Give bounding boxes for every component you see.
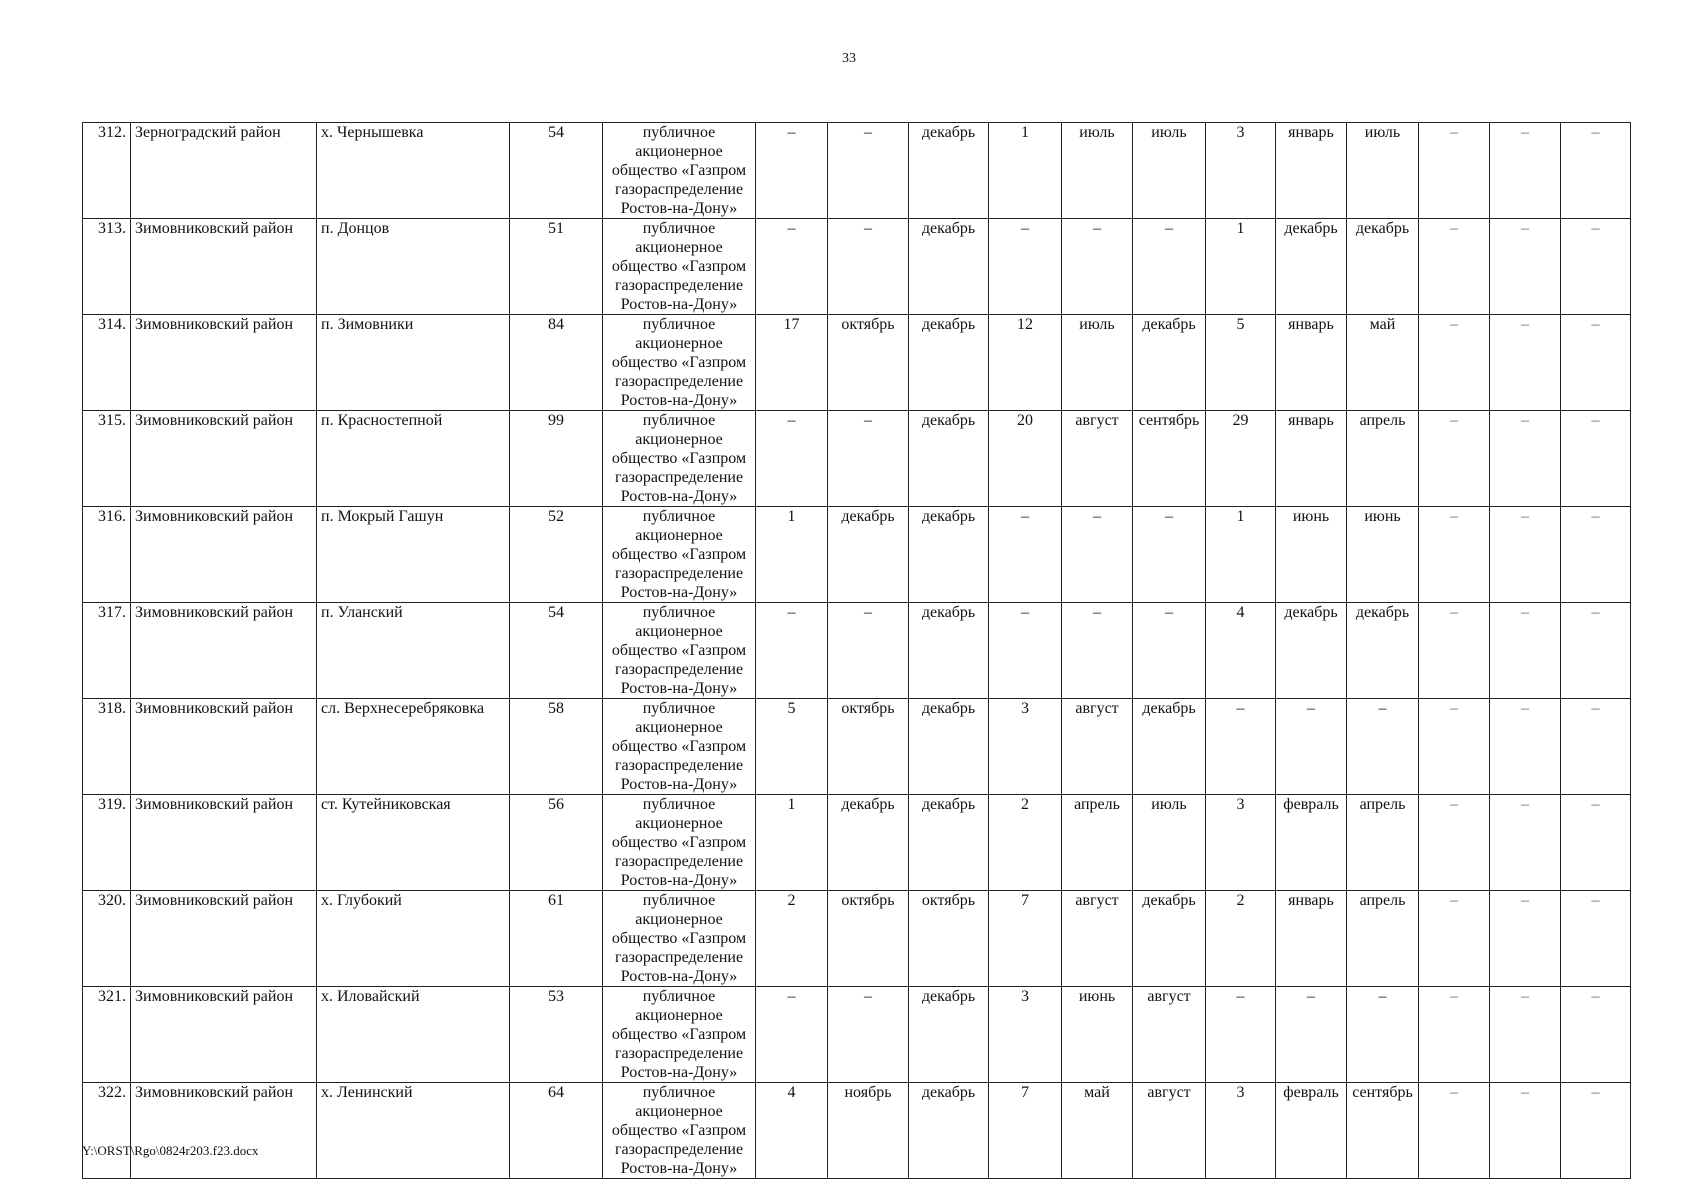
cell-month-b-end: август <box>1133 1083 1206 1179</box>
cell-count-a: 1 <box>756 507 828 603</box>
cell-value-e: – <box>1490 411 1561 507</box>
table-row <box>83 219 1631 315</box>
cell-value-d: – <box>1419 987 1490 1083</box>
cell-count-b: 2 <box>989 795 1062 891</box>
cell-quantity: 64 <box>510 1083 603 1179</box>
cell-month-c-start: – <box>1276 699 1347 795</box>
cell-settlement: х. Иловайский <box>317 987 510 1083</box>
cell-month-a-start: октябрь <box>828 699 909 795</box>
cell-district: Зимовниковский район <box>131 987 317 1083</box>
cell-month-a-start: – <box>828 411 909 507</box>
cell-row-number: 315. <box>83 411 131 507</box>
cell-value-e: – <box>1490 891 1561 987</box>
cell-month-a-start: – <box>828 123 909 219</box>
cell-count-a: – <box>756 219 828 315</box>
cell-value-d: – <box>1419 411 1490 507</box>
cell-month-b-end: июль <box>1133 123 1206 219</box>
table-row <box>83 603 1631 699</box>
cell-district: Зимовниковский район <box>131 795 317 891</box>
cell-count-c: – <box>1206 987 1276 1083</box>
cell-month-c-end: декабрь <box>1347 219 1419 315</box>
cell-value-d: – <box>1419 123 1490 219</box>
cell-count-b: 3 <box>989 987 1062 1083</box>
cell-value-f: – <box>1561 1083 1631 1179</box>
cell-count-c: 2 <box>1206 891 1276 987</box>
cell-count-b: 12 <box>989 315 1062 411</box>
cell-month-c-end: – <box>1347 987 1419 1083</box>
cell-organization: публичное акционерное общество «Газпром газораспределение Ростов-на-Дону» <box>603 411 756 507</box>
cell-count-b: 7 <box>989 891 1062 987</box>
cell-value-e: – <box>1490 795 1561 891</box>
cell-month-b-start: июль <box>1062 315 1133 411</box>
cell-organization: публичное акционерное общество «Газпром газораспределение Ростов-на-Дону» <box>603 891 756 987</box>
cell-district: Зимовниковский район <box>131 219 317 315</box>
cell-count-c: – <box>1206 699 1276 795</box>
cell-settlement: п. Зимовники <box>317 315 510 411</box>
cell-count-b: – <box>989 507 1062 603</box>
cell-month-b-end: декабрь <box>1133 315 1206 411</box>
cell-count-b: – <box>989 603 1062 699</box>
cell-quantity: 54 <box>510 603 603 699</box>
cell-month-a-end: декабрь <box>909 1083 989 1179</box>
cell-month-a-end: декабрь <box>909 603 989 699</box>
table-row <box>83 315 1631 411</box>
cell-count-b: – <box>989 219 1062 315</box>
cell-month-a-end: декабрь <box>909 795 989 891</box>
cell-count-c: 3 <box>1206 123 1276 219</box>
cell-count-a: 17 <box>756 315 828 411</box>
cell-organization: публичное акционерное общество «Газпром газораспределение Ростов-на-Дону» <box>603 699 756 795</box>
cell-month-c-end: декабрь <box>1347 603 1419 699</box>
cell-value-f: – <box>1561 987 1631 1083</box>
cell-row-number: 314. <box>83 315 131 411</box>
cell-month-c-start: декабрь <box>1276 219 1347 315</box>
cell-row-number: 316. <box>83 507 131 603</box>
table-row <box>83 699 1631 795</box>
cell-quantity: 53 <box>510 987 603 1083</box>
cell-settlement: п. Мокрый Гашун <box>317 507 510 603</box>
cell-month-a-start: декабрь <box>828 507 909 603</box>
cell-value-d: – <box>1419 699 1490 795</box>
cell-month-b-start: август <box>1062 891 1133 987</box>
cell-count-b: 20 <box>989 411 1062 507</box>
cell-district: Зимовниковский район <box>131 315 317 411</box>
cell-value-d: – <box>1419 1083 1490 1179</box>
cell-count-c: 1 <box>1206 219 1276 315</box>
cell-month-c-start: декабрь <box>1276 603 1347 699</box>
cell-value-f: – <box>1561 891 1631 987</box>
cell-organization: публичное акционерное общество «Газпром газораспределение Ростов-на-Дону» <box>603 987 756 1083</box>
file-path-footer: Y:\ORST\Rgo\0824r203.f23.docx <box>82 1143 259 1158</box>
cell-count-b: 1 <box>989 123 1062 219</box>
table-row <box>83 123 1631 219</box>
cell-month-a-start: декабрь <box>828 795 909 891</box>
cell-month-c-end: июнь <box>1347 507 1419 603</box>
cell-month-c-end: апрель <box>1347 411 1419 507</box>
cell-value-d: – <box>1419 603 1490 699</box>
cell-value-f: – <box>1561 123 1631 219</box>
cell-district: Зимовниковский район <box>131 603 317 699</box>
cell-value-f: – <box>1561 411 1631 507</box>
cell-count-a: 4 <box>756 1083 828 1179</box>
cell-district: Зерноградский район <box>131 123 317 219</box>
cell-month-a-start: октябрь <box>828 315 909 411</box>
cell-value-e: – <box>1490 123 1561 219</box>
cell-settlement: ст. Кутейниковская <box>317 795 510 891</box>
cell-value-d: – <box>1419 507 1490 603</box>
cell-month-c-start: июнь <box>1276 507 1347 603</box>
table-row <box>83 987 1631 1083</box>
cell-month-a-end: декабрь <box>909 123 989 219</box>
cell-month-a-start: – <box>828 219 909 315</box>
cell-month-b-start: май <box>1062 1083 1133 1179</box>
cell-count-b: 7 <box>989 1083 1062 1179</box>
cell-value-f: – <box>1561 315 1631 411</box>
cell-month-c-start: январь <box>1276 315 1347 411</box>
cell-month-a-start: ноябрь <box>828 1083 909 1179</box>
cell-month-a-end: декабрь <box>909 219 989 315</box>
cell-value-e: – <box>1490 699 1561 795</box>
table-row <box>83 507 1631 603</box>
cell-month-a-start: октябрь <box>828 891 909 987</box>
table-row <box>83 795 1631 891</box>
cell-month-b-start: – <box>1062 507 1133 603</box>
cell-organization: публичное акционерное общество «Газпром газораспределение Ростов-на-Дону» <box>603 315 756 411</box>
cell-month-b-start: июнь <box>1062 987 1133 1083</box>
cell-month-a-end: октябрь <box>909 891 989 987</box>
cell-count-a: – <box>756 603 828 699</box>
cell-month-b-end: – <box>1133 507 1206 603</box>
cell-month-b-end: – <box>1133 603 1206 699</box>
cell-month-b-start: август <box>1062 699 1133 795</box>
cell-quantity: 51 <box>510 219 603 315</box>
cell-quantity: 58 <box>510 699 603 795</box>
cell-value-e: – <box>1490 219 1561 315</box>
cell-month-c-end: апрель <box>1347 891 1419 987</box>
cell-count-a: – <box>756 411 828 507</box>
cell-value-f: – <box>1561 699 1631 795</box>
cell-month-b-end: август <box>1133 987 1206 1083</box>
cell-month-b-start: апрель <box>1062 795 1133 891</box>
cell-district: Зимовниковский район <box>131 891 317 987</box>
cell-value-e: – <box>1490 603 1561 699</box>
cell-organization: публичное акционерное общество «Газпром газораспределение Ростов-на-Дону» <box>603 795 756 891</box>
cell-district: Зимовниковский район <box>131 507 317 603</box>
cell-row-number: 318. <box>83 699 131 795</box>
cell-quantity: 52 <box>510 507 603 603</box>
cell-month-a-end: декабрь <box>909 411 989 507</box>
cell-count-a: 2 <box>756 891 828 987</box>
cell-quantity: 54 <box>510 123 603 219</box>
cell-quantity: 61 <box>510 891 603 987</box>
cell-district: Зимовниковский район <box>131 411 317 507</box>
cell-settlement: п. Донцов <box>317 219 510 315</box>
cell-count-c: 5 <box>1206 315 1276 411</box>
cell-quantity: 99 <box>510 411 603 507</box>
cell-value-e: – <box>1490 987 1561 1083</box>
cell-value-e: – <box>1490 507 1561 603</box>
cell-month-c-start: февраль <box>1276 795 1347 891</box>
cell-settlement: х. Чернышевка <box>317 123 510 219</box>
cell-value-f: – <box>1561 219 1631 315</box>
table-row <box>83 1083 1631 1179</box>
cell-row-number: 321. <box>83 987 131 1083</box>
cell-count-a: – <box>756 123 828 219</box>
cell-row-number: 320. <box>83 891 131 987</box>
cell-month-c-start: февраль <box>1276 1083 1347 1179</box>
cell-organization: публичное акционерное общество «Газпром газораспределение Ростов-на-Дону» <box>603 507 756 603</box>
cell-count-a: – <box>756 987 828 1083</box>
cell-row-number: 312. <box>83 123 131 219</box>
cell-month-c-start: январь <box>1276 411 1347 507</box>
cell-month-a-end: декабрь <box>909 987 989 1083</box>
cell-value-f: – <box>1561 507 1631 603</box>
page-number: 33 <box>842 51 856 66</box>
cell-month-a-start: – <box>828 987 909 1083</box>
cell-month-c-end: – <box>1347 699 1419 795</box>
cell-month-c-end: сентябрь <box>1347 1083 1419 1179</box>
gasification-schedule-table <box>82 122 1631 1179</box>
cell-month-b-end: июль <box>1133 795 1206 891</box>
cell-value-d: – <box>1419 891 1490 987</box>
cell-month-b-start: – <box>1062 603 1133 699</box>
cell-settlement: сл. Верхнесеребряковка <box>317 699 510 795</box>
cell-count-c: 4 <box>1206 603 1276 699</box>
cell-organization: публичное акционерное общество «Газпром газораспределение Ростов-на-Дону» <box>603 603 756 699</box>
cell-month-b-end: декабрь <box>1133 891 1206 987</box>
cell-value-e: – <box>1490 1083 1561 1179</box>
cell-month-b-end: – <box>1133 219 1206 315</box>
cell-settlement: п. Уланский <box>317 603 510 699</box>
cell-organization: публичное акционерное общество «Газпром газораспределение Ростов-на-Дону» <box>603 219 756 315</box>
cell-month-b-start: – <box>1062 219 1133 315</box>
cell-district: Зимовниковский район <box>131 1083 317 1179</box>
cell-quantity: 56 <box>510 795 603 891</box>
cell-quantity: 84 <box>510 315 603 411</box>
cell-row-number: 317. <box>83 603 131 699</box>
cell-month-c-end: июль <box>1347 123 1419 219</box>
cell-month-a-start: – <box>828 603 909 699</box>
cell-count-a: 5 <box>756 699 828 795</box>
cell-count-c: 3 <box>1206 1083 1276 1179</box>
cell-settlement: п. Красностепной <box>317 411 510 507</box>
cell-month-c-start: – <box>1276 987 1347 1083</box>
cell-value-e: – <box>1490 315 1561 411</box>
cell-month-c-end: апрель <box>1347 795 1419 891</box>
cell-month-c-end: май <box>1347 315 1419 411</box>
cell-month-b-start: август <box>1062 411 1133 507</box>
cell-month-c-start: январь <box>1276 891 1347 987</box>
cell-count-a: 1 <box>756 795 828 891</box>
cell-count-c: 3 <box>1206 795 1276 891</box>
cell-count-c: 29 <box>1206 411 1276 507</box>
cell-value-f: – <box>1561 603 1631 699</box>
cell-settlement: х. Ленинский <box>317 1083 510 1179</box>
cell-count-c: 1 <box>1206 507 1276 603</box>
cell-month-c-start: январь <box>1276 123 1347 219</box>
cell-count-b: 3 <box>989 699 1062 795</box>
cell-value-d: – <box>1419 315 1490 411</box>
cell-month-a-end: декабрь <box>909 315 989 411</box>
table-row <box>83 891 1631 987</box>
cell-month-a-end: декабрь <box>909 699 989 795</box>
cell-value-f: – <box>1561 795 1631 891</box>
cell-month-b-end: декабрь <box>1133 699 1206 795</box>
cell-district: Зимовниковский район <box>131 699 317 795</box>
cell-settlement: х. Глубокий <box>317 891 510 987</box>
table-row <box>83 411 1631 507</box>
cell-value-d: – <box>1419 795 1490 891</box>
cell-month-b-start: июль <box>1062 123 1133 219</box>
cell-organization: публичное акционерное общество «Газпром газораспределение Ростов-на-Дону» <box>603 123 756 219</box>
cell-row-number: 313. <box>83 219 131 315</box>
cell-month-b-end: сентябрь <box>1133 411 1206 507</box>
cell-month-a-end: декабрь <box>909 507 989 603</box>
cell-organization: публичное акционерное общество «Газпром газораспределение Ростов-на-Дону» <box>603 1083 756 1179</box>
cell-value-d: – <box>1419 219 1490 315</box>
cell-row-number: 319. <box>83 795 131 891</box>
cell-row-number: 322. <box>83 1083 131 1179</box>
